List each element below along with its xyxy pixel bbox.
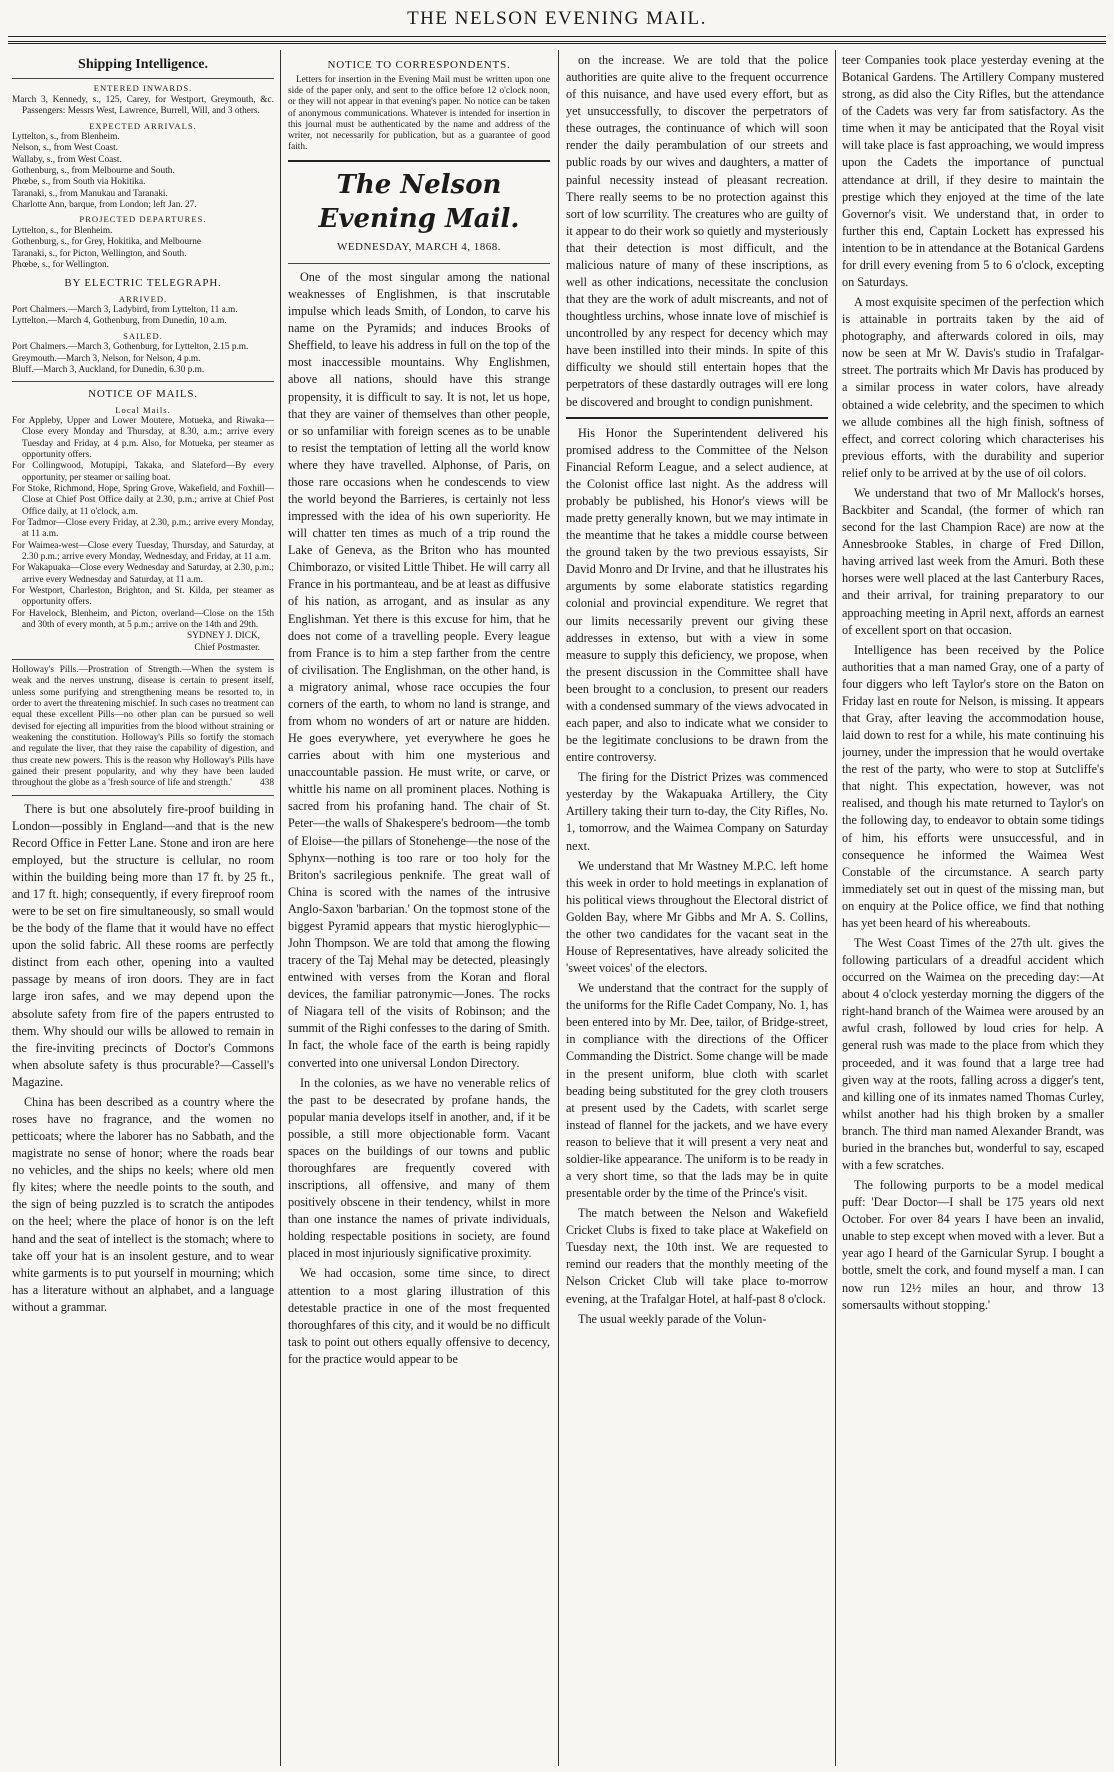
news-paragraph: Intelligence has been received by the Police authorities that a man named Gray, one of a party of four diggers who left Taylor's store on the Baton on Friday last en route for Nelson, is missing. It appears that Gray, after leaving the accommodation house, laid down to rest for a while, his mate continuing his journey, under the impression that he would overtake the rest of the party, who were to stop at Sutcliffe's that night. This expectation, however, was not realised, and though his mate returned to Taylor's on the following day, to endeavor to obtain some tidings of him, his efforts were unsuccessful, and in consequence he informed the Waimea West Constable of the circumstance. A search party immediately set out in quest of the missing man, but on enquiry at the Police office, we find that nothing has yet been heard of his whereabouts. [842, 642, 1104, 930]
notice-heading: NOTICE TO CORRESPONDENTS. [327, 59, 511, 71]
news-paragraph: teer Companies took place yesterday evening at the Botanical Gardens. The Artillery Company mustered strong, as did also the City Rifles, but the attendance of the Cadets was very far from satisfactory. As the time when it may be anticipated that the Royal visit will take place is fast approaching, we would impress upon the Cadets the importance of punctual attendance at drill, if they desire to maintain the prestige which they enjoyed at the time of the late Governor's visit. We understand that, in order to further this end, Captain Lockett has expressed his intention to be in attendance at the Botanical Gardens for drill every evening from 5 to 6 o'clock, excepting on Saturdays. [842, 53, 1104, 290]
news-paragraph: A most exquisite specimen of the perfection which is attainable in portraits taken by the aid of photography, and afterwards colored in oils, may now be seen at Mr W. Davis's studio in Trafalgar-street. The portraits which Mr Davis has produced by a similar process in water colors, have already obtained a wide celebrity, and the specimen to which we allude combines all the high finish, softness of effect, and correct coloring which characterises his previous efforts, with the durability and superior relief only to be arrived at by the use of oil colors. [842, 295, 1104, 480]
news-paragraph: The usual weekly parade of the Volun- [578, 1311, 767, 1326]
paper-title: The Nelson Evening Mail. [318, 169, 520, 235]
divider [288, 263, 550, 264]
holloway-advert: Holloway's Pills.—Prostration of Strength.—When the system is weak and the nerves unstrung, disease is certain to present itself, unless some purifying and strengthening means be resorted to, in order to avert the threatening mischief. In such cases no treatment can equal these excellent Pills—no other plan can be pursued so well devised for ejecting all impurities from the blood without straining or weakening the constitution. Holloway's Pills so fortify the stomach and regulate the liver, that they raise the capability of digestion, and thus create new powers. This is the reason why Holloway's Pills have gained their present popularity, and why they have been lauded throughout the globe as a 'fresh source of life and strength.' 438 [12, 664, 274, 789]
section-subheading: ARRIVED. [118, 293, 168, 304]
news-paragraph: We understand that two of Mr Mallock's horses, Backbiter and Scandal, (the former of which ran second for the last Champion Race) are now at the Annesbrooke Stables, in charge of Fred Dillon, having arrived last week from the Amuri. Both these horses were well placed at the last Canterbury Races, and their arrival, for training preparatory to our approaching meeting in April next, affords an earnest of excellent sport on that occasion. [842, 485, 1104, 637]
dateline: WEDNESDAY, MARCH 4, 1868. [336, 241, 502, 254]
news-paragraph: We understand that Mr Wastney M.P.C. left home this week in order to hold meetings in explanation of his political views throughout the Electoral district of Golden Bay, where Mr Gibbs and Mr A. S. Collins, the other two candidates for the vacant seat in the House of Representatives, have already solicited the 'sweet voices' of the electors. [566, 858, 828, 976]
mail-entry: For Stoke, Richmond, Hope, Spring Grove, Wakefield, and Foxhill—Close at Chief Post Office daily at 2.30, p.m.; arrive at Chief Post Office daily, at 11 o'clock, a.m. [12, 484, 274, 517]
shipping-heading: Shipping Intelligence. [12, 56, 274, 79]
section-subheading: ENTERED INWARDS. [93, 83, 193, 94]
editorial-paragraph: One of the most singular among the national weaknesses of Englishmen, is that inscrutable impulse which leads Smith, of London, to carve his name on the Pyramids; and induces Brooks of Sheffield, to leave his address in full on the top of the most inaccessible mountains. Why Englishmen, above all nations, should have this strange propensity, it is difficult to say. It is not, let us hope, that they are vainer of themselves than other people, or so unfamiliar with foreign scenes as to be unable to resist the temptation of letting all the world know where they have travelled. Alphonse, of Paris, on those rare occasions when he condescends to view the world beyond the Barrieres, is certainly not less impressed with the idea of his own superiority. He will chatter ten times as much of a trip round the Lake of Geneva, as the Briton who has mounted Chimborazo, or visited Little Thibet. He will carry all France in his portmanteau, and be at least as diffusive of his nation, as arrogant, and as insular as any Englishman. Yet there is this excuse for him, that he does not come of a travelling people. Every league from France is to him a step farther from the centre of civilisation. The Englishman, on the other hand, is a migratory animal, whose race occupies the four corners of the earth, to whom no land is strange, and from whom no wonders of art or nature are hidden. He goes everywhere, yet everywhere he goes he carries about with him one mysterious and unaccountable passion. He must write, or carve, or whittle his name on all prominent places. Nothing is sacred from his profaning hand. The chair of St. Peter—the walls of Shakespere's bedroom—the tomb of Eloise—the pillars of Stonehenge—the nose of the Sphynx—nothing is too rare or too holy for the Briton's sacrilegious penknife. The great wall of China is scored with the names of the intrusive Anglo-Saxon 'barbarian.' On the topmost stone of the biggest Pyramid appears that mystic hieroglyphic—John Thompson. We are told that among the flowing tracery of the Taj Mehal may be detected, pleasingly entwined with verses from the Koran and floral devices, the familiar patronymic—Jones. The rocks of Niagara tell of the visits of Robinson; and the summit of the Righi confesses to the daring of Smith. In fact, the whole face of the earth is being rapidly converted into one universal London Directory. [288, 269, 550, 1070]
news-paragraph: The match between the Nelson and Wakefield Cricket Clubs is fixed to take place at Wakefield on Tuesday next, the 10th inst. We are requested to remind our readers that the monthly meeting of the Nelson Cricket Club will take place to-morrow evening, at the Trafalgar Hotel, at half-past 8 o'clock. [566, 1206, 828, 1306]
shipping-entry: Port Chalmers.—March 3, Gothenburg, for Lyttelton, 2.15 p.m. [12, 342, 249, 353]
editorial-paragraph: We had occasion, some time since, to direct attention to a most glaring illustration of this detestable practice in one of the most frequented thoroughfares of this city, and it would be no difficult task to point out others equally offensive to decency, for the practice would appear to be [288, 1266, 550, 1366]
mail-entry: For Collingwood, Motupipi, Takaka, and Slateford—By every opportunity, per steamer or sailing boat. [12, 461, 274, 483]
mail-entry: For Westport, Charleston, Brighton, and St. Kilda, per steamer as opportunity offers. [12, 586, 274, 608]
mail-entry: For Appleby, Upper and Lower Moutere, Motueka, and Riwaka—Close every Monday and Thursday, at 8.30, a.m.; arrive every Tuesday and Friday, at 4 p.m. Also, for Motueka, per steamer as opportunity offers. [12, 416, 274, 461]
shipping-entry: Charlotte Ann, barque, from London; left Jan. 27. [12, 200, 197, 211]
mails-heading: NOTICE OF MAILS. [88, 388, 198, 401]
shipping-entry: Nelson, s., from West Coast. [12, 143, 118, 154]
shipping-entry: Lyttelton, s., from Blenheim. [12, 132, 120, 143]
shipping-entry: March 3, Kennedy, s., 125, Carey, for Westport, Greymouth, &c. Passengers: Messrs West, Lawrence, Burrell, Will, and 3 others. [12, 94, 274, 117]
shipping-entry: Bluff.—March 3, Auckland, for Dunedin, 6.30 p.m. [12, 364, 205, 375]
shipping-entry: Gothenburg, s., from Melbourne and South. [12, 166, 175, 177]
mail-entry: For Waimea-west—Close every Tuesday, Thursday, and Saturday, at 2.30 p.m.; arrive every Monday, Wednesday, and Friday, at 11 a.m. [12, 540, 274, 563]
divider [12, 381, 274, 382]
masthead: THE NELSON EVENING MAIL. [407, 8, 707, 29]
news-paragraph: We understand that the contract for the supply of the uniforms for the Rifle Cadet Company, No. 1, has been entered into by Mr. Dee, tailor, of Bridge-street, in compliance with the directions of the Officer Commanding the District. Some change will be made in the present uniform, blue cloth with scarlet beading being substituted for the grey cloth trousers at present used by the Cadets, with scarlet serge instead of flannel for the jackets, and we have every reason to believe that it will present a very neat and soldier-like appearance. The uniform is to be ready in a very short time, so that the lads may be in quite presentable order by the time of the Prince's visit. [566, 981, 828, 1201]
section-subheading: Local Mails. [115, 404, 171, 415]
column-3 [566, 52, 828, 1764]
news-paragraph: The West Coast Times of the 27th ult. gives the following particulars of a dreadful accident which occurred on the Waimea on the preceding day:—At about 4 o'clock yesterday morning the diggers of the right-hand branch of the Waimea were aroused by an awful crash, followed by loud cries for help. A general rush was made to the place from which they proceeded, and it was found that a large tree had given way at the roots, falling across a digger's tent, and killing one of its inmates named Thomas Curley, whilst another had his thigh broken by a smaller branch. The third man named Alexander Brandt, was buried in the branches but, wonderful to say, escaped with a few scratches. [842, 935, 1104, 1172]
column-divider [558, 50, 559, 1766]
column-1 [12, 52, 274, 1764]
section-subheading: EXPECTED ARRIVALS. [89, 120, 197, 131]
article-china: China has been described as a country where the roses have no fragrance, and the women no petticoats; where the laborer has no Sabbath, and the magistrate no sense of honor; where the roads bear no vehicles, and the ships no keels; where old men fly kites; where the needle points to the south, and the sign of being puzzled is to scratch the antipodes on the heel; where the place of honor is on the left hand and the seat of intellect is the stomach; where to take off your hat is an insolent gesture, and to wear white garments is to put yourself in mourning; which has a literature without an alphabet, and a language without a grammar. [12, 1094, 274, 1314]
signature-title: Chief Postmaster. [194, 642, 260, 653]
section-subheading: SAILED. [123, 330, 163, 341]
mail-entry: For Wakapuaka—Close every Wednesday and Saturday, at 2.30, p.m.; arrive every Wednesday and Saturday, at 11 a.m. [12, 563, 274, 585]
mail-entry: For Tadmor—Close every Friday, at 2.30, p.m.; arrive every Monday, at 11 a.m. [12, 518, 274, 540]
column-2 [288, 52, 550, 1764]
news-paragraph: His Honor the Superintendent delivered his promised address to the Committee of the Nelson Financial Reform League, and a select audience, at the Colonist office last night. As the address will probably be published, his Honor's views will be made pretty generally known, but we may intimate in the meantime that he takes a middle course between the ground taken by the two previous essayists, Sir David Monro and Dr Irvine, and that he illustrates his arguments by some elaborate statistics regarding colonial and provincial expenditure. We regret that our limits necessarily prevent our giving these addresses in extenso, but with a view in some measure to supply this deficiency, we propose, when the present discussion in the Committee shall have been brought to a conclusion, to present our readers with a condensed summary of the views advocated in each paper, and also to indicate what we consider to be the legitimate conclusions to be drawn from the entire controversy. [566, 425, 828, 765]
advert-number: 438 [260, 778, 274, 789]
notice-text: Letters for insertion in the Evening Mail must be written upon one side of the paper only, and sent to the office before 12 o'clock noon, or they will not appear in that evening's paper. No notice can be taken of anonymous communications. Whatever is intended for insertion in this journal must be authenticated by the name and address of the writer, not necessarily for publication, but as a guarantee of good faith. [288, 74, 550, 153]
shipping-entry: Greymouth.—March 3, Nelson, for Nelson, 4 p.m. [12, 353, 201, 364]
shipping-entry: Lyttelton, s., for Blenheim. [12, 225, 113, 236]
divider [288, 160, 550, 162]
shipping-entry: Taranaki, s., from Manukau and Taranaki. [12, 188, 168, 199]
editorial-paragraph: In the colonies, as we have no venerable relics of the past to be desecrated by profane hands, the popular mania develops itself in another, and, if it be possible, a still more objectionable form. Vacant spaces on the buildings of our towns and public thoroughfares are frequently covered with inscriptions, all offensive, and many of them positively obscene in their tendency, whilst in more than one instance the names of private individuals, holding respectable positions in society, are found placed in most injuriously significative proximity. [288, 1075, 550, 1261]
shipping-entry: Wallaby, s., from West Coast. [12, 154, 122, 165]
editorial-paragraph: on the increase. We are told that the police authorities are quite alive to the frequent occurrence of this nuisance, and have used every effort, but as yet unsuccessfully, to discover the perpetrators of these outrages, the continuance of which will soon render the daily perambulation of our streets and public roads by our wives and daughters, a matter of painful necessity instead of pleasant recreation. There really seems to be no protection against this sort of low scurrility. The creatures who are guilty of it appear to do their work so quietly and mysteriously that their detection is most difficult, and the malicious nature of many of these inscriptions, as well as other indications, necessitate the conclusion that they are the work of adult miscreants, and not of thoughtless urchins, whose innate love of mischief is uncontrolled by any respect for decency which may have been instilled into their minds. In spite of this difficulty we should still entertain hopes that the perpetrators of these dastardly outrages will ere long be discovered and brought to condign punishment. [566, 53, 828, 409]
shipping-entry: Taranaki, s., for Picton, Wellington, and South. [12, 248, 187, 259]
shipping-entry: Gothenburg, s., for Grey, Hokitika, and Melbourne [12, 237, 201, 248]
article-record-office: There is but one absolutely fire-proof building in London—possibly in England—and that is the new Record Office in Fetter Lane. Stone and iron are here employed, but the structure is cellular, no room within the building being more than 17 ft. by 25 ft., and 17 ft. high; consequently, if every fireproof room were to be set on fire simultaneously, so small would be the body of the flame that it would have no effect upon the solid fabric. All these rooms are perfectly distinct from each other, opening into a vaulted passage by means of iron doors. They are in fact large iron safes, and we may depend upon the absolute safety from fire of the papers entrusted to them. Why should our wills be allowed to remain in the fire-inviting precincts of Doctor's Commons when absolute safety is thus procurable?—Cassell's Magazine. [12, 801, 274, 1089]
section-subheading: PROJECTED DEPARTURES. [79, 214, 207, 225]
news-paragraph: The firing for the District Prizes was commenced yesterday by the Wakapuaka Artillery, the City Artillery taking their turn to-day, the City Rifles, No. 1, tomorrow, and the Waimea Company on Saturday next. [566, 770, 828, 853]
shipping-entry: Lyttelton.—March 4, Gothenburg, from Dunedin, 10 a.m. [12, 316, 227, 327]
column-divider [280, 50, 281, 1766]
divider [566, 417, 828, 419]
mail-entry: For Havelock, Blenheim, and Picton, overland—Close on the 15th and 30th of every month, at 5 p.m.; arrive on the 14th and 29th. [12, 608, 274, 630]
shipping-entry: Port Chalmers.—March 3, Ladybird, from Lyttelton, 11 a.m. [12, 305, 238, 316]
shipping-entry: Phœbe, s., from South via Hokitika. [12, 177, 146, 188]
news-paragraph: The following purports to be a model medical puff: 'Dear Doctor—I shall be 175 years old next October. For over 84 years I have been an invalid, unable to step except when moved with a lever. But a year ago I heard of the Garnicular Syrup. I bought a bottle, smelt the cork, and found myself a man. I can now run 12½ miles an hour, and throw 13 somersaults without stopping.' [842, 1178, 1104, 1312]
telegraph-heading: BY ELECTRIC TELEGRAPH. [64, 277, 222, 290]
column-divider [835, 50, 836, 1766]
top-double-rule [8, 41, 1106, 44]
divider [12, 795, 274, 796]
column-4 [842, 52, 1104, 1764]
divider [12, 659, 274, 660]
top-rule [8, 36, 1106, 37]
shipping-entry: Phœbe, s., for Wellington. [12, 259, 109, 270]
signature-name: SYDNEY J. DICK, [187, 631, 260, 642]
